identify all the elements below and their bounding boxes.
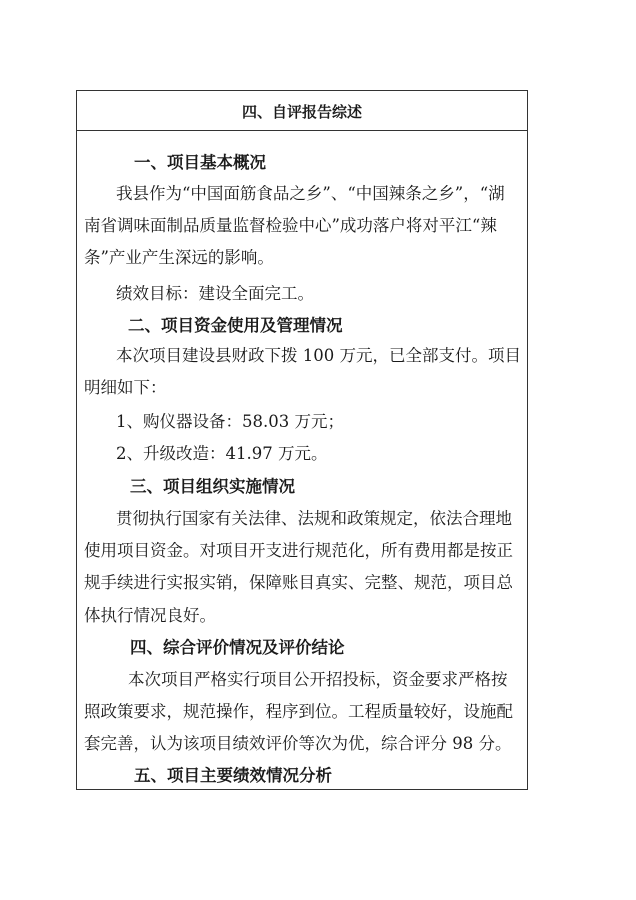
- section-heading-performance: 五、项目主要绩效情况分析: [134, 766, 332, 785]
- paragraph-line: 使用项目资金。对项目开支进行规范化，所有费用都是按正: [84, 541, 513, 560]
- paragraph-line: 1、购仪器设备：58.03 万元；: [116, 412, 344, 431]
- paragraph-line: 南省调味面制品质量监督检验中心”成功落户将对平江“辣: [84, 216, 497, 235]
- paragraph-line: 我县作为“中国面筋食品之乡”、“中国辣条之乡”，“湖: [116, 184, 505, 203]
- section-heading-overview: 一、项目基本概况: [134, 153, 266, 172]
- paragraph-line: 2、升级改造：41.97 万元。: [116, 444, 328, 463]
- paragraph-line: 照政策要求，规范操作，程序到位。工程质量较好，设施配: [84, 702, 513, 721]
- section-heading-funds: 二、项目资金使用及管理情况: [128, 316, 343, 335]
- section-heading-implementation: 三、项目组织实施情况: [130, 477, 295, 496]
- section-heading-evaluation: 四、综合评价情况及评价结论: [130, 638, 345, 657]
- paragraph-line: 套完善，认为该项目绩效评价等次为优，综合评分 98 分。: [84, 734, 512, 753]
- paragraph-line: 条”产业产生深远的影响。: [84, 248, 274, 267]
- paragraph-line: 规手续进行实报实销，保障账目真实、完整、规范，项目总: [84, 573, 513, 592]
- paragraph-line: 本次项目严格实行项目公开招投标，资金要求严格按: [128, 670, 508, 689]
- paragraph-line: 明细如下：: [84, 378, 167, 397]
- page-title: 四、自评报告综述: [241, 103, 362, 121]
- paragraph-line: 贯彻执行国家有关法律、法规和政策规定，依法合理地: [116, 509, 512, 528]
- table-title-row: [77, 91, 527, 131]
- paragraph-line: 本次项目建设县财政下拨 100 万元，已全部支付。项目: [116, 346, 521, 365]
- paragraph-line: 绩效目标：建设全面完工。: [116, 284, 314, 303]
- paragraph-line: 体执行情况良好。: [84, 606, 216, 625]
